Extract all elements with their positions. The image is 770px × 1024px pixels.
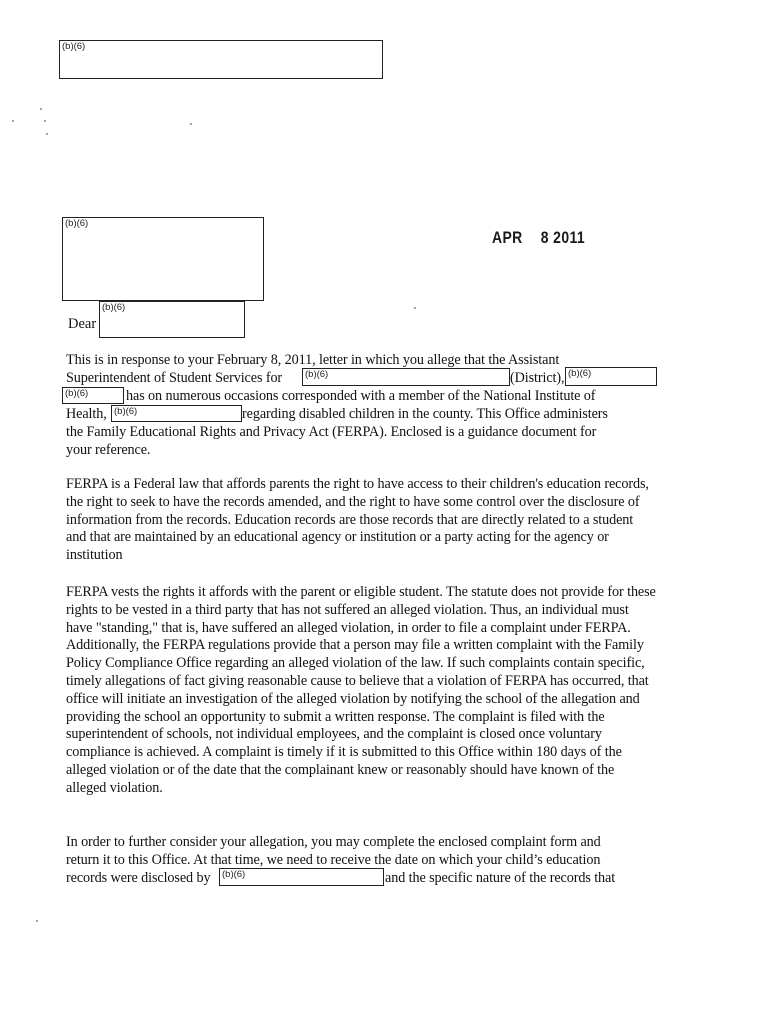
stamp-day-year: 8 2011 [540, 228, 586, 247]
redaction-box-disclosed-by [219, 868, 384, 886]
redaction-label: (b)(6) [65, 388, 89, 399]
redaction-box-district [302, 368, 510, 386]
paragraph-1-line-6: your reference. [66, 442, 151, 458]
scan-speck [46, 133, 48, 135]
redaction-label: (b)(6) [65, 218, 89, 229]
salutation: Dear [68, 316, 97, 332]
paragraph-4-line-3a: records were disclosed by [66, 870, 211, 886]
redaction-label: (b)(6) [62, 41, 86, 52]
scan-speck [12, 120, 14, 122]
paragraph-1-line-5: the Family Educational Rights and Privacy Act (FERPA). Enclosed is a guidance document for [66, 424, 597, 440]
scan-speck [190, 123, 192, 125]
redaction-box-name [62, 387, 124, 404]
redaction-label: (b)(6) [568, 368, 592, 379]
redaction-label: (b)(6) [305, 369, 329, 380]
paragraph-1-line-2a: Superintendent of Student Services for [66, 370, 283, 386]
paragraph-1-line-4b: regarding disabled children in the county. This Office administers [242, 406, 608, 422]
paragraph-4-line-3b: and the specific nature of the records that [385, 870, 616, 886]
paragraph-4-line-1: In order to further consider your allegation, you may complete the enclosed complaint form and [66, 834, 601, 850]
redaction-box-header [59, 40, 383, 79]
paragraph-1-line-2b: (District), [510, 370, 565, 386]
paragraph-1-line-4a: Health, [66, 406, 107, 422]
redaction-box-salutation [99, 301, 245, 338]
redaction-box-address [62, 217, 264, 301]
redaction-label: (b)(6) [114, 406, 138, 417]
redaction-box-superintendent [565, 367, 657, 386]
redaction-label: (b)(6) [222, 869, 246, 880]
scan-speck [40, 108, 42, 110]
received-date-stamp [492, 228, 585, 248]
paragraph-1-line-1: This is in response to your February 8, 2011, letter in which you allege that the Assistant [66, 352, 560, 368]
scan-speck [36, 920, 38, 922]
scan-speck [44, 120, 46, 122]
paragraph-1-line-3: has on numerous occasions corresponded with a member of the National Institute of [126, 388, 596, 404]
scan-speck [414, 307, 416, 309]
stamp-month: APR [492, 228, 523, 247]
paragraph-2: FERPA is a Federal law that affords parents the right to have access to their children's education records, the right to seek to have the records amended, and the right to have some control over the disclosure of information from the records. Education records are those records that are directly related to a student and that are maintained by an educational agency or institution or a party acting for the agency or institution [66, 476, 649, 564]
redaction-box-nih-member [111, 405, 242, 422]
paragraph-3: FERPA vests the rights it affords with the parent or eligible student. The statute does not provide for these rights to be vested in a third party that has not suffered an alleged violation. Thus, an individual must have "standing," that is, have suffered an alleged violation, in order to file a complaint under FERPA. Additionally, the FERPA regulations provide that a person may file a written complaint with the Family Policy Compliance Office regarding an alleged violation of the law. If such complaints contain specific, timely allegations of fact giving reasonable cause to believe that a violation of FERPA has occurred, that office will initiate an investigation of the alleged violation by notifying the school of the allegation and providing the school an opportunity to submit a written response. The complaint is filed with the superintendent of schools, not individual employees, and the complaint is closed once voluntary compliance is achieved. A complaint is timely if it is submitted to this Office within 180 days of the alleged violation or of the date that the complainant knew or reasonably should have known of the alleged violation. [66, 584, 656, 796]
paragraph-4-line-2: return it to this Office. At that time, we need to receive the date on which your child’s education [66, 852, 601, 868]
redaction-label: (b)(6) [102, 302, 126, 313]
